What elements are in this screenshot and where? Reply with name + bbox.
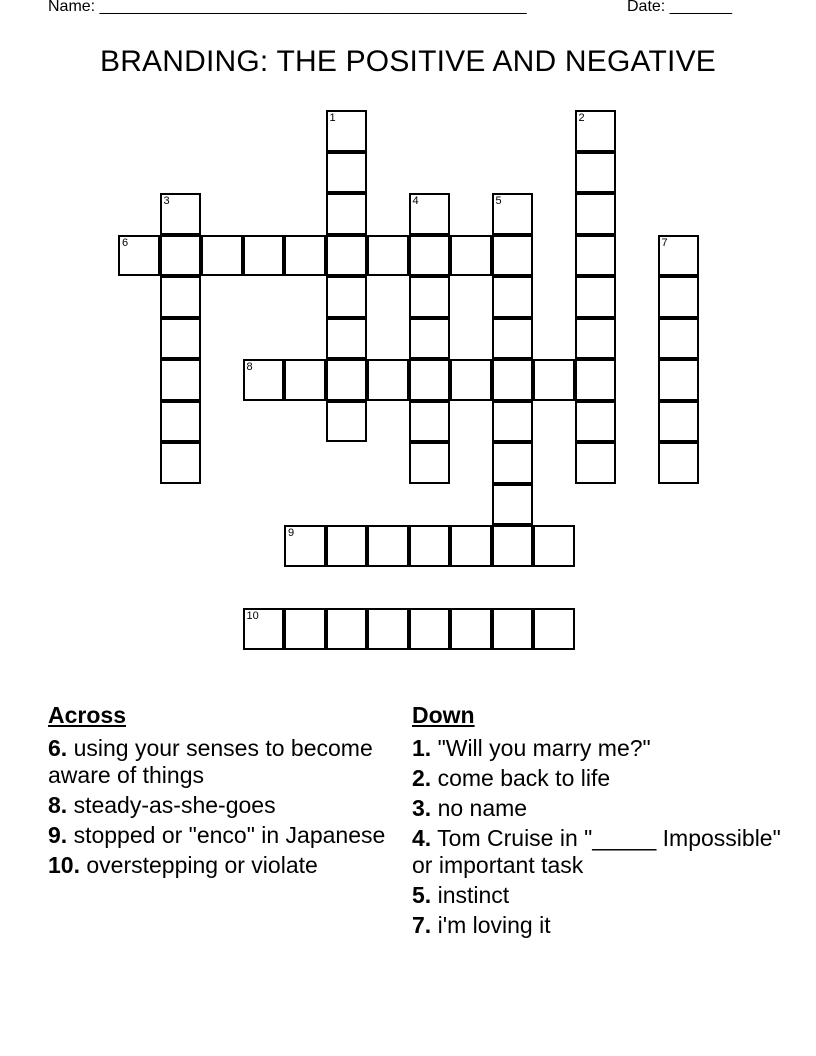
crossword-cell[interactable] — [492, 235, 534, 277]
date-field-label[interactable]: Date: _______ — [627, 0, 732, 15]
crossword-cell[interactable] — [450, 359, 492, 401]
clue-text: steady-as-she-goes — [67, 792, 276, 818]
crossword-cell[interactable] — [658, 359, 700, 401]
clue-down-2 — [412, 765, 782, 792]
cell-clue-number: 7 — [661, 236, 668, 249]
crossword-cell[interactable] — [575, 110, 617, 152]
crossword-cell[interactable] — [326, 235, 368, 277]
crossword-cell[interactable] — [409, 359, 451, 401]
crossword-cell[interactable] — [326, 193, 368, 235]
crossword-cell[interactable] — [492, 359, 534, 401]
clue-number: 2. — [412, 765, 432, 791]
crossword-cell[interactable] — [160, 193, 202, 235]
crossword-cell[interactable] — [409, 525, 451, 567]
crossword-cell[interactable] — [658, 235, 700, 277]
clue-number: 4. — [412, 825, 432, 851]
crossword-cell[interactable] — [575, 401, 617, 443]
crossword-cell[interactable] — [492, 525, 534, 567]
crossword-cell[interactable] — [450, 235, 492, 277]
clue-number: 1. — [412, 735, 432, 761]
clue-number: 10. — [48, 852, 80, 878]
crossword-cell[interactable] — [533, 359, 575, 401]
cell-clue-number: 6 — [122, 236, 129, 249]
clue-across-8 — [48, 792, 388, 819]
crossword-cell[interactable] — [243, 235, 285, 277]
crossword-cell[interactable] — [450, 525, 492, 567]
crossword-cell[interactable] — [367, 525, 409, 567]
crossword-cell[interactable] — [409, 193, 451, 235]
crossword-cell[interactable] — [326, 152, 368, 194]
crossword-cell[interactable] — [492, 276, 534, 318]
down-heading: Down — [412, 702, 475, 728]
clue-down-1 — [412, 735, 782, 762]
crossword-cell[interactable] — [243, 359, 285, 401]
crossword-cell[interactable] — [409, 276, 451, 318]
crossword-cell[interactable] — [409, 235, 451, 277]
crossword-cell[interactable] — [658, 318, 700, 360]
clue-across-6 — [48, 735, 388, 789]
crossword-cell[interactable] — [492, 401, 534, 443]
crossword-cell[interactable] — [492, 484, 534, 526]
clue-down-3 — [412, 795, 782, 822]
down-clues — [412, 702, 782, 942]
crossword-cell[interactable] — [201, 235, 243, 277]
crossword-cell[interactable] — [160, 359, 202, 401]
crossword-cell[interactable] — [326, 401, 368, 443]
cell-clue-number: 5 — [495, 195, 502, 207]
clue-number: 3. — [412, 795, 432, 821]
clue-text: instinct — [431, 882, 510, 908]
clue-text: using your senses to become aware of things — [48, 735, 373, 788]
clue-number: 7. — [412, 912, 432, 938]
crossword-cell[interactable] — [575, 318, 617, 360]
clue-number: 9. — [48, 822, 68, 848]
crossword-cell[interactable] — [575, 235, 617, 277]
clue-across-10 — [48, 852, 388, 879]
clue-across-9 — [48, 822, 388, 849]
across-clues — [48, 702, 388, 882]
crossword-cell[interactable] — [658, 401, 700, 443]
crossword-cell[interactable] — [284, 235, 326, 277]
crossword-cell[interactable] — [575, 276, 617, 318]
cell-clue-number: 8 — [246, 361, 253, 373]
clue-text: stopped or "enco" in Japanese — [67, 822, 386, 848]
clue-number: 5. — [412, 882, 432, 908]
crossword-cell[interactable] — [492, 608, 534, 650]
crossword-cell[interactable] — [533, 608, 575, 650]
crossword-cell[interactable] — [658, 276, 700, 318]
clue-number: 8. — [48, 792, 68, 818]
crossword-cell[interactable] — [575, 193, 617, 235]
clue-down-5 — [412, 882, 782, 909]
crossword-cell[interactable] — [658, 442, 700, 484]
across-heading: Across — [48, 702, 126, 728]
crossword-cell[interactable] — [533, 525, 575, 567]
crossword-cell[interactable] — [326, 318, 368, 360]
crossword-cell[interactable] — [409, 608, 451, 650]
crossword-cell[interactable] — [284, 359, 326, 401]
crossword-cell[interactable] — [367, 235, 409, 277]
crossword-cell[interactable] — [367, 608, 409, 650]
cell-clue-number: 4 — [412, 195, 419, 207]
crossword-cell[interactable] — [575, 359, 617, 401]
crossword-cell[interactable] — [492, 318, 534, 360]
cell-clue-number: 1 — [329, 112, 336, 124]
clue-down-7 — [412, 912, 782, 939]
clue-text: no name — [431, 795, 528, 821]
crossword-cell[interactable] — [326, 608, 368, 650]
clue-number: 6. — [48, 735, 68, 761]
crossword-cell[interactable] — [409, 442, 451, 484]
clue-text: Tom Cruise in "_____ Impossible" or important task — [412, 825, 781, 878]
crossword-cell[interactable] — [160, 235, 202, 277]
crossword-cell[interactable] — [243, 608, 285, 650]
clue-down-4 — [412, 825, 782, 879]
crossword-cell[interactable] — [367, 359, 409, 401]
crossword-cell[interactable] — [160, 442, 202, 484]
clue-text: i'm loving it — [431, 912, 551, 938]
crossword-cell[interactable] — [575, 152, 617, 194]
cell-clue-number: 3 — [163, 195, 170, 207]
crossword-cell[interactable] — [575, 442, 617, 484]
crossword-cell[interactable] — [326, 110, 368, 152]
cell-clue-number: 9 — [288, 527, 295, 539]
crossword-cell[interactable] — [118, 235, 160, 277]
name-field-label[interactable]: Name: ________________________________________________ — [48, 0, 527, 15]
crossword-cell[interactable] — [409, 401, 451, 443]
crossword-cell[interactable] — [326, 359, 368, 401]
crossword-cell[interactable] — [160, 401, 202, 443]
crossword-cell[interactable] — [160, 276, 202, 318]
crossword-cell[interactable] — [160, 318, 202, 360]
crossword-cell[interactable] — [326, 276, 368, 318]
clue-text: "Will you marry me?" — [431, 735, 651, 761]
crossword-cell[interactable] — [492, 442, 534, 484]
crossword-cell[interactable] — [409, 318, 451, 360]
crossword-cell[interactable] — [326, 525, 368, 567]
puzzle-title: BRANDING: THE POSITIVE AND NEGATIVE — [99, 45, 716, 78]
clue-text: overstepping or violate — [79, 852, 318, 878]
cell-clue-number: 2 — [578, 112, 585, 124]
crossword-cell[interactable] — [284, 608, 326, 650]
clue-text: come back to life — [431, 765, 611, 791]
crossword-cell[interactable] — [450, 608, 492, 650]
cell-clue-number: 10 — [246, 610, 259, 622]
crossword-cell[interactable] — [492, 193, 534, 235]
crossword-cell[interactable] — [284, 525, 326, 567]
